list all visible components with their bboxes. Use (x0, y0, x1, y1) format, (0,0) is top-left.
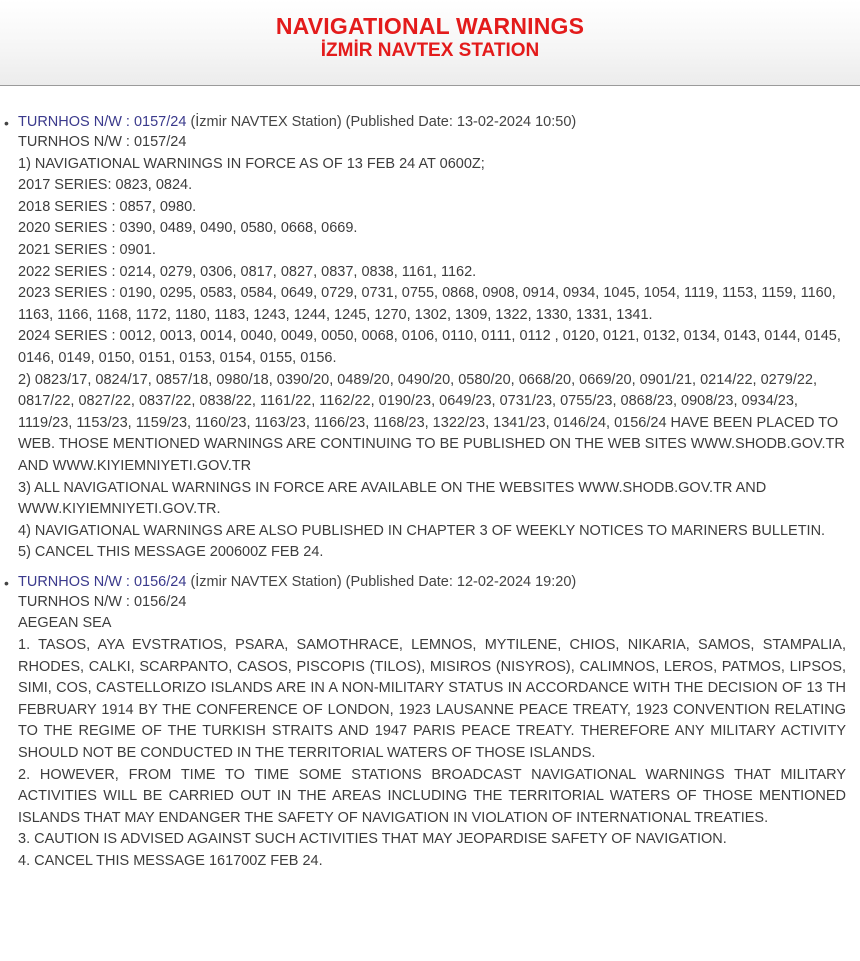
warning-text-line: 5) CANCEL THIS MESSAGE 200600Z FEB 24. (18, 544, 324, 561)
warning-text-line: 2021 SERIES : 0901. (18, 241, 156, 258)
warning-text-line: 3. CAUTION IS ADVISED AGAINST SUCH ACTIVITIES THAT MAY JEOPARDISE SAFETY OF NAVIGATION. (18, 831, 727, 848)
warning-text-line: 1) NAVIGATIONAL WARNINGS IN FORCE AS OF 13 FEB 24 AT 0600Z; (18, 155, 485, 172)
warning-text-line: TURNHOS N/W : 0157/24 (18, 134, 187, 150)
warning-text-line: 4) NAVIGATIONAL WARNINGS ARE ALSO PUBLISHED IN CHAPTER 3 OF WEEKLY NOTICES TO MARINERS BULLETIN. (18, 522, 826, 539)
warning-text-line: AEGEAN SEA (18, 615, 112, 632)
warning-text-line: 2024 SERIES : 0012, 0013, 0014, 0040, 0049, 0050, 0068, 0106, 0110, 0111, 0112 , 0120, 0121, 0132, 0134, 0143, 0144, 0145, 0146, 0149, 0150, 0151, 0153, 0154, 0155, 0156. (18, 328, 841, 366)
warning-heading (18, 572, 846, 592)
list-item (4, 572, 846, 873)
warning-text-line: 2018 SERIES : 0857, 0980. (18, 198, 197, 215)
list-item (4, 112, 846, 564)
warning-text-line: 4. CANCEL THIS MESSAGE 161700Z FEB 24. (18, 853, 323, 869)
page-header (0, 0, 860, 86)
warning-meta: (İzmir NAVTEX Station) (Published Date: 13-02-2024 10:50) (186, 114, 577, 130)
warning-text-line: 2022 SERIES : 0214, 0279, 0306, 0817, 0827, 0837, 0838, 1161, 1162. (18, 263, 477, 280)
warnings-list (0, 86, 860, 873)
warning-text-line: 1. TASOS, AYA EVSTRATIOS, PSARA, SAMOTHRACE, LEMNOS, MYTILENE, CHIOS, NIKARIA, SAMOS, STAMPALIA, RHODES, CALKI, SCARPANTO, CASOS, PISCOPIS (TILOS), MISIROS (NISYROS), CALIMNOS, LEROS, PATMOS, LIPSOS, SIMI, COS, CASTELLORIZO ISLANDS ARE IN A NON-MILITARY STATUS IN ACCORDANCE WITH THE DECISION OF 13 TH FEBRUARY 1914 BY THE CONFERENCE OF LONDON, 1923 LAUSANNE PEACE TREATY, 1923 CONVENTION RELATING TO THE REGIME OF THE TURKISH STRAITS AND 1947 PARIS PEACE TREATY. THEREFORE ANY MILITARY ACTIVITY SHOULD NOT BE CONDUCTED IN THE TERRITORIAL WATERS OF THOSE ISLANDS. (18, 637, 846, 762)
bullet-icon: • (4, 115, 9, 131)
warning-heading (18, 112, 846, 132)
page-subtitle: İZMİR NAVTEX STATION (320, 40, 540, 61)
bullet-icon: • (4, 574, 9, 591)
warning-link[interactable]: TURNHOS N/W : 0157/24 (18, 114, 187, 130)
warning-text-line: 2023 SERIES : 0190, 0295, 0583, 0584, 0649, 0729, 0731, 0755, 0868, 0908, 0914, 0934, 1045, 1054, 1119, 1153, 1159, 1160, 1163, 1166, 1168, 1172, 1180, 1183, 1243, 1244, 1245, 1270, 1302, 1309, 1322, 1330, 1331, 1341. (18, 285, 836, 323)
warning-meta: (İzmir NAVTEX Station) (Published Date: 12-02-2024 19:20) (186, 573, 577, 590)
warning-text-line: 2. HOWEVER, FROM TIME TO TIME SOME STATIONS BROADCAST NAVIGATIONAL WARNINGS THAT MILITARY ACTIVITIES WILL BE CARRIED OUT IN THE AREAS INCLUDING THE TERRITORIAL WATERS OF THOSE MENTIONED ISLANDS THAT MAY ENDANGER THE SAFETY OF NAVIGATION IN VIOLATION OF INTERNATIONAL TREATIES. (18, 766, 846, 826)
warning-link[interactable]: TURNHOS N/W : 0156/24 (18, 573, 187, 590)
warning-text-line: 2020 SERIES : 0390, 0489, 0490, 0580, 0668, 0669. (18, 220, 358, 237)
warning-text-line: 3) ALL NAVIGATIONAL WARNINGS IN FORCE ARE AVAILABLE ON THE WEBSITES WWW.SHODB.GOV.TR AND WWW.KIYIEMNIYETI.GOV.TR. (18, 479, 767, 518)
warning-text-line: 2) 0823/17, 0824/17, 0857/18, 0980/18, 0390/20, 0489/20, 0490/20, 0580/20, 0668/20, 0669/20, 0901/21, 0214/22, 0279/22, 0817/22, 0827/22, 0837/22, 0838/22, 1161/22, 1162/22, 0190/23, 0649/23, 0731/23, 0755/23, 0868/23, 0908/23, 0934/23, 1119/23, 1153/23, 1159/23, 1160/23, 1163/23, 1166/23, 1168/23, 1322/23, 1341/23, 0146/24, 0156/24 HAVE BEEN PLACED TO WEB. THOSE MENTIONED WARNINGS ARE CONTINUING TO BE PUBLISHED ON THE WEB SITES WWW.SHODB.GOV.TR AND WWW.KIYIEMNIYETI.GOV.TR (18, 371, 845, 474)
warning-text-line: 2017 SERIES: 0823, 0824. (18, 177, 193, 194)
warning-text-line: TURNHOS N/W : 0156/24 (18, 593, 187, 610)
page-title: NAVIGATIONAL WARNINGS (275, 13, 585, 39)
